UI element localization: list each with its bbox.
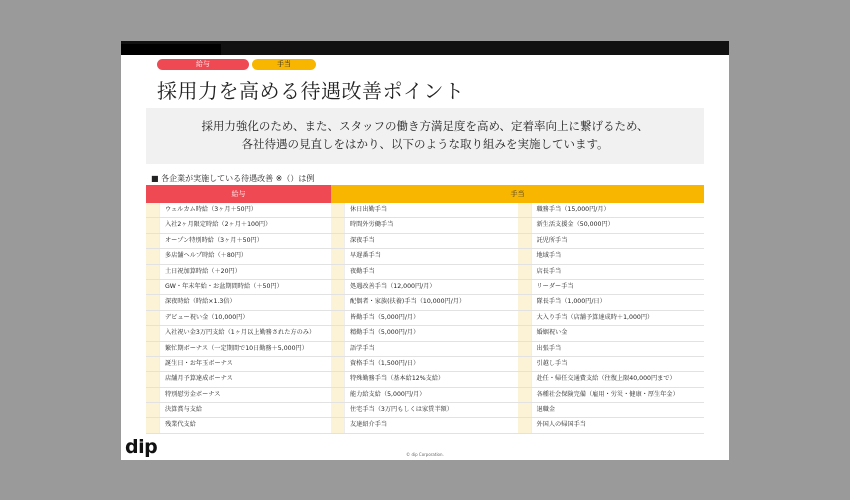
table-column-group <box>331 388 518 402</box>
table-row <box>146 295 704 310</box>
row-marker <box>518 311 532 325</box>
row-marker <box>146 311 160 325</box>
table-cell: 資格手当（1,500円/日） <box>350 359 420 367</box>
row-marker <box>146 372 160 386</box>
row-marker <box>331 326 345 340</box>
table-column-group <box>146 234 331 248</box>
table-column-group <box>518 218 705 232</box>
intro-line-2: 各社待遇の見直しをはかり、以下のような取り組みを実施しています。 <box>241 137 609 151</box>
table-column-group <box>518 342 705 356</box>
table-row <box>146 311 704 326</box>
table-row <box>146 280 704 295</box>
table-cell: 店長手当 <box>536 267 562 275</box>
table-row <box>146 326 704 341</box>
table-cell: 繁忙期ボーナス（一定期間で10日勤務＋5,000円） <box>165 344 308 352</box>
table-cell: 時間外労働手当 <box>350 221 394 229</box>
table-column-group <box>518 388 705 402</box>
table-column-group <box>518 372 705 386</box>
table-row <box>146 234 704 249</box>
row-marker <box>518 403 532 417</box>
table-column-group <box>331 372 518 386</box>
copyright: © dip Corporation. <box>406 452 444 457</box>
table-cell: GW・年末年始・お盆期間時給（＋50円） <box>165 282 283 290</box>
table-column-group <box>518 357 705 371</box>
table-column-group <box>331 403 518 417</box>
table-cell: 休日出勤手当 <box>350 206 388 213</box>
table-cell: 深夜時給（時給×1.3倍） <box>165 298 236 306</box>
table-cell: 皆勤手当（5,000円/月） <box>350 313 420 321</box>
table-cell: 店舗月予算達成ボーナス <box>165 375 233 383</box>
row-marker <box>331 295 345 309</box>
row-marker <box>518 234 532 248</box>
table-body <box>146 203 704 434</box>
table-cell: 多店舗ヘルプ時給（＋80円） <box>165 252 248 260</box>
table-cell: 処遇改善手当（12,000円/月） <box>350 282 436 290</box>
table-row <box>146 357 704 372</box>
row-marker <box>146 342 160 356</box>
row-marker <box>518 249 532 263</box>
row-marker <box>518 280 532 294</box>
table-column-group <box>146 403 331 417</box>
table-column-group <box>331 295 518 309</box>
row-marker <box>146 388 160 402</box>
table-column-group <box>518 234 705 248</box>
row-marker <box>146 249 160 263</box>
row-marker <box>331 357 345 371</box>
row-marker <box>331 388 345 402</box>
row-marker <box>331 234 345 248</box>
row-marker <box>518 388 532 402</box>
table-row <box>146 265 704 280</box>
table-column-group <box>146 372 331 386</box>
row-marker <box>331 311 345 325</box>
table-cell: 地域手当 <box>536 252 562 260</box>
row-marker <box>518 372 532 386</box>
table-cell: オープン特別時給（3ヶ月＋50円） <box>165 236 263 244</box>
row-marker <box>331 403 345 417</box>
table-cell: 早遅番手当 <box>350 252 381 260</box>
row-marker <box>518 203 532 217</box>
row-marker <box>146 357 160 371</box>
table-cell: 特殊勤務手当（基本給12%支給） <box>350 375 445 383</box>
table-cell: 住宅手当（3万円もしくは家賃半額） <box>350 406 453 414</box>
table-cell: 精勤手当（5,000円/月） <box>350 329 420 337</box>
table-column-group <box>331 249 518 263</box>
table-column-group <box>518 295 705 309</box>
table-column-group <box>518 418 705 432</box>
table-cell: 退職金 <box>536 406 556 414</box>
table-cell: 残業代支給 <box>165 421 196 429</box>
intro-box <box>146 108 704 164</box>
table-cell: 引越し手当 <box>536 359 568 367</box>
table-cell: 夜勤手当 <box>350 267 375 275</box>
table-header <box>146 185 704 203</box>
row-marker <box>146 265 160 279</box>
row-marker <box>518 342 532 356</box>
table-row <box>146 403 704 418</box>
table-column-group <box>518 203 705 217</box>
table-column-group <box>146 357 331 371</box>
row-marker <box>146 234 160 248</box>
table-cell: 託児所手当 <box>536 236 568 244</box>
table-cell: 語学手当 <box>350 344 375 352</box>
table-cell: 深夜手当 <box>350 236 375 244</box>
table-cell: 出張手当 <box>536 344 562 352</box>
row-marker <box>146 418 160 432</box>
table-cell: デビュー祝い金（10,000円） <box>165 313 249 321</box>
table-cell: 友達紹介手当 <box>350 421 388 429</box>
row-marker <box>518 326 532 340</box>
table-column-group <box>518 249 705 263</box>
table-cell: 配偶者・家族(扶養)手当（10,000円/月） <box>350 298 466 306</box>
table-column-group <box>518 326 705 340</box>
salary-tag: 給与 <box>157 59 249 70</box>
row-marker <box>518 218 532 232</box>
page-title: 採用力を高める待遇改善ポイント <box>157 79 465 103</box>
table-column-group <box>331 218 518 232</box>
row-marker <box>146 203 160 217</box>
row-marker <box>331 203 345 217</box>
table-cell: 婚姻祝い金 <box>536 329 568 337</box>
table-column-group <box>331 280 518 294</box>
row-marker <box>146 280 160 294</box>
table-column-group <box>146 249 331 263</box>
salary-header: 給与 <box>146 185 331 203</box>
allowance-header: 手当 <box>331 185 704 203</box>
table-column-group <box>146 203 331 217</box>
table-cell: 新生活支援金（50,000円） <box>536 221 614 229</box>
table-column-group <box>146 280 331 294</box>
row-marker <box>331 372 345 386</box>
table-cell: 職務手当（15,000円/月） <box>536 206 610 213</box>
table-column-group <box>331 342 518 356</box>
table-cell: 各種社会保険完備（雇用・労災・健康・厚生年金） <box>536 390 679 398</box>
table-column-group <box>146 295 331 309</box>
row-marker <box>146 218 160 232</box>
table-column-group <box>518 403 705 417</box>
slide <box>121 41 729 460</box>
table-column-group <box>331 357 518 371</box>
table-column-group <box>146 418 331 432</box>
row-marker <box>331 342 345 356</box>
dip-logo: dip <box>125 436 158 458</box>
table-cell: リーダー手当 <box>536 282 574 290</box>
table-column-group <box>146 265 331 279</box>
table-column-group <box>146 311 331 325</box>
row-marker <box>331 249 345 263</box>
table-cell: 大入り手当（店舗予算達成時＋1,000円） <box>536 313 654 321</box>
table-row <box>146 203 704 218</box>
benefits-table <box>146 185 704 434</box>
table-column-group <box>331 311 518 325</box>
table-column-group <box>146 388 331 402</box>
intro-line-1: 採用力強化のため、また、スタッフの働き方満足度を高め、定着率向上に繋げるため、 <box>201 119 649 133</box>
table-cell: 土日祝加算時給（＋20円） <box>165 267 241 275</box>
section-title: ■ 各企業が実施している待遇改善 ※（）は例 <box>151 174 315 183</box>
table-column-group <box>518 265 705 279</box>
table-row <box>146 388 704 403</box>
row-marker <box>146 326 160 340</box>
table-cell: 特別慰労金ボーナス <box>165 390 221 398</box>
row-marker <box>331 218 345 232</box>
row-marker <box>518 418 532 432</box>
top-bar-segment <box>121 44 221 55</box>
table-column-group <box>518 280 705 294</box>
table-cell: 能力給支給（5,000円/月） <box>350 390 426 398</box>
table-cell: 入社2ヶ月限定時給（2ヶ月＋100円） <box>165 221 272 229</box>
table-row <box>146 218 704 233</box>
row-marker <box>331 265 345 279</box>
table-cell: ウェルカム時給（3ヶ月＋50円） <box>165 206 257 213</box>
table-cell: 誕生日・お年玉ボーナス <box>165 359 233 367</box>
row-marker <box>331 418 345 432</box>
table-row <box>146 372 704 387</box>
table-cell: 入社祝い金3万円支給（1ヶ月以上勤務された方のみ） <box>165 329 316 337</box>
row-marker <box>146 403 160 417</box>
table-cell: 外国人の帰国手当 <box>536 421 586 429</box>
table-column-group <box>331 234 518 248</box>
row-marker <box>518 357 532 371</box>
table-column-group <box>518 311 705 325</box>
table-row <box>146 342 704 357</box>
table-column-group <box>331 418 518 432</box>
table-column-group <box>331 326 518 340</box>
table-row <box>146 418 704 433</box>
table-column-group <box>331 203 518 217</box>
table-column-group <box>331 265 518 279</box>
table-cell: 赴任・帰任交通費支給（往復上限40,000円まで） <box>536 375 676 383</box>
table-cell: 決算賞与支給 <box>165 406 203 414</box>
table-row <box>146 249 704 264</box>
row-marker <box>331 280 345 294</box>
table-column-group <box>146 342 331 356</box>
table-column-group <box>146 326 331 340</box>
row-marker <box>518 295 532 309</box>
row-marker <box>146 295 160 309</box>
table-cell: 隊長手当（1,000円/日） <box>536 298 606 306</box>
allowance-tag: 手当 <box>252 59 316 70</box>
table-column-group <box>146 218 331 232</box>
top-bar <box>121 41 729 55</box>
row-marker <box>518 265 532 279</box>
